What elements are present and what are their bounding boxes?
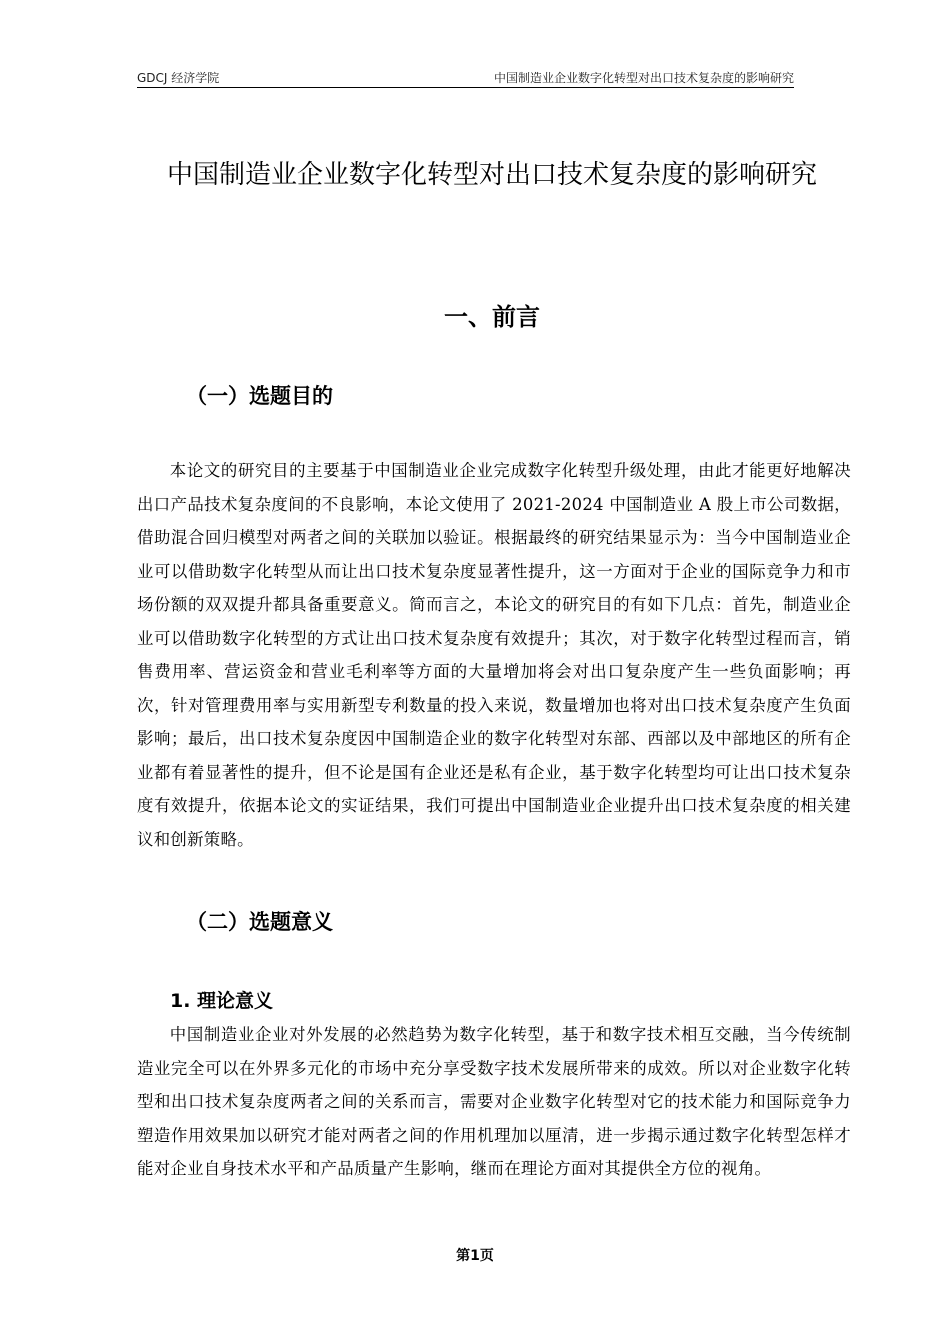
- page-number: 第1页: [456, 1248, 494, 1264]
- running-header: [137, 70, 794, 88]
- document-title: 中国制造业企业数字化转型对出口技术复杂度的影响研究: [166, 160, 817, 190]
- header-institution: GDCJ 经济学院: [137, 71, 220, 85]
- paragraph-purpose: 本论文的研究目的主要基于中国制造业企业完成数字化转型升级处理，由此才能更好地解决出口产品技术复杂度间的不良影响，本论文使用了 2021-2024 中国制造业 A 股上市公司数据，借助混合回归模型对两者之间的关联加以验证。根据最终的研究结果显示为：当今中国制造业企业可以借助数字化转型从而让出口技术复杂度显著性提升，这一方面对于企业的国际竞争力和市场份额的双双提升都具备重要意义。简而言之，本论文的研究目的有如下几点：首先，制造业企业可以借助数字化转型的方式让出口技术复杂度有效提升；其次，对于数字化转型过程而言，销售费用率、营运资金和营业毛利率等方面的大量增加将会对出口复杂度产生一些负面影响；再次，针对管理费用率与实用新型专利数量的投入来说，数量增加也将对出口技术复杂度产生负面影响；最后，出口技术复杂度因中国制造企业的数字化转型对东部、西部以及中部地区的所有企业都有着显著性的提升，但不论是国有企业还是私有企业，基于数字化转型均可让出口技术复杂度有效提升，依据本论文的实证结果，我们可提出中国制造业企业提升出口技术复杂度的相关建议和创新策略。: [137, 461, 851, 849]
- header-paper-title: 中国制造业企业数字化转型对出口技术复杂度的影响研究: [493, 71, 794, 85]
- section-heading-preface: 一、前言: [444, 303, 540, 331]
- paragraph-theory: 中国制造业企业对外发展的必然趋势为数字化转型，基于和数字技术相互交融，当今传统制造业完全可以在外界多元化的市场中充分享受数字技术发展所带来的成效。所以对企业数字化转型和出口技术复杂度两者之间的关系而言，需要对企业数字化转型对它的技术能力和国际竞争力塑造作用效果加以研究才能对两者之间的作用机理加以厘清，进一步揭示通过数字化转型怎样才能对企业自身技术水平和产品质量产生影响，继而在理论方面对其提供全方位的视角。: [137, 1025, 851, 1178]
- subsection-heading-significance: （二）选题意义: [186, 910, 333, 934]
- item-heading-theory: 1. 理论意义: [170, 990, 274, 1012]
- subsection-heading-purpose: （一）选题目的: [186, 384, 333, 408]
